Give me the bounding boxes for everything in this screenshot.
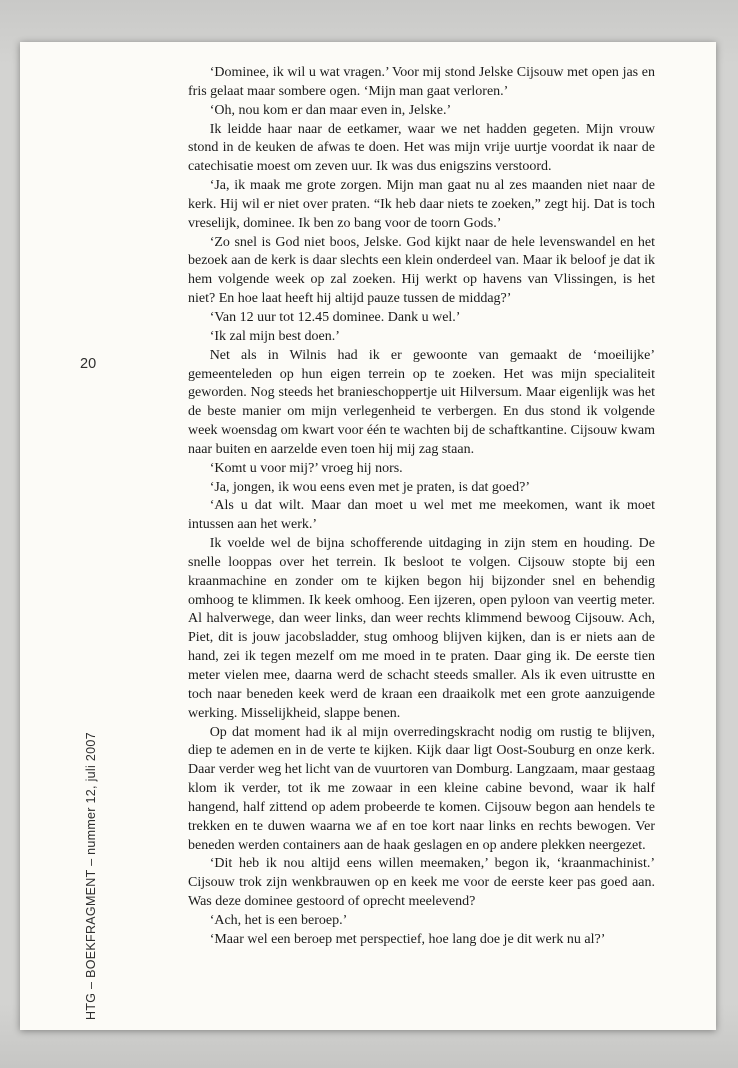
paragraph: Op dat moment had ik al mijn overredingskracht nodig om rustig te blijven, diep te ademen en in de verte te kijken. Kijk daar ligt Oost-Souburg en onze kerk. Daar verder weg het licht van de vuurtoren van Domburg. Langzaam, maar gestaag klom ik verder, tot ik me zowaar in een kleine cabine bevond, waar ik half hangend, half zittend op adem probeerde te komen. Cijsouw begon aan hendels te trekken en te duwen waarna we af en toe kort naar links en rechts bewogen. Ver beneden werden containers aan de haak geslagen en op andere plekken neergezet.: [188, 724, 655, 853]
paragraph: ‘Ik zal mijn best doen.’: [209, 328, 340, 344]
paragraph: ‘Dominee, ik wil u wat vragen.’ Voor mij stond Jelske Cijsouw met open jas en fris gelaat maar sombere ogen. ‘Mijn man gaat verloren.’: [188, 65, 655, 99]
paragraph: Ik voelde wel de bijna schofferende uitdaging in zijn stem en houding. De snelle looppas over het terrein. Ik besloot te volgen. Cijsouw stopte bij een kraanmachine en zonder om te kijken begon hij bijzonder snel en behendig omhoog te klimmen. Ik keek omhoog. Een ijzeren, open pyloon van veertig meter. Al halverwege, dan weer links, dan weer rechts klimmend bewoog Cijsouw. Ach, Piet, dit is jouw jacobsladder, stug omhoog blijven kijken, dan is er niets aan de hand, zei ik tegen mezelf om me moed in te praten. Daar ging ik. De eerste tien meter vielen mee, daarna werd de schacht steeds smaller. Als ik even uitrustte en toch naar beneden keek werd de kraan een draaikolk met een grote aanzuigende werking. Misselijkheid, slappe benen.: [188, 536, 655, 721]
page-number: 20: [80, 356, 97, 372]
paragraph: ‘Komt u voor mij?’ vroeg hij nors.: [209, 460, 403, 476]
paragraph: ‘Zo snel is God niet boos, Jelske. God kijkt naar de hele levenswandel en het bezoek aan de kerk is daar slechts een klein onderdeel van. Maar ik beloof je dat ik hem volgende week op zal zoeken. Hij werkt op havens van Vlissingen, is het niet? En hoe laat heeft hij altijd pauze tussen de middag?’: [188, 234, 655, 307]
paragraph: ‘Maar wel een beroep met perspectief, hoe lang doe je dit werk nu al?’: [209, 931, 606, 947]
paragraph: ‘Ach, het is een beroep.’: [209, 912, 348, 928]
paragraph: ‘Ja, jongen, ik wou eens even met je praten, is dat goed?’: [209, 479, 531, 495]
paragraph: ‘Van 12 uur tot 12.45 dominee. Dank u wel.’: [209, 309, 461, 325]
paragraph: ‘Dit heb ik nou altijd eens willen meemaken,’ begon ik, ‘kraanmachinist.’ Cijsouw trok zijn wenkbrauwen op en keek me voor de eerste keer pas goed aan. Was deze dominee gestoord of oprecht meelevend?: [188, 856, 655, 910]
paragraph: ‘Ja, ik maak me grote zorgen. Mijn man gaat nu al zes maanden niet naar de kerk. Hij wil er niet over praten. “Ik heb daar niets te zoeken,” zegt hij. Dat is toch vreselijk, dominee. Ik ben zo bang voor de toorn Gods.’: [188, 178, 655, 231]
paragraph: ‘Als u dat wilt. Maar dan moet u wel met me meekomen, want ik moet intussen aan het werk.’: [188, 498, 655, 533]
paragraph: ‘Oh, nou kom er dan maar even in, Jelske.’: [209, 102, 452, 118]
journal-footer-vertical: HTG – BOEKFRAGMENT – nummer 12, juli 2007: [84, 732, 98, 1020]
body-text: [188, 64, 655, 950]
paragraph: Net als in Wilnis had ik er gewoonte van gemaakt de ‘moeilijke’ gemeenteleden op hun eigen terrein op te zoeken. Het was mijn specialiteit geworden. Nog steeds het branieschoppertje uit Hilversum. Maar eigenlijk was het de beste manier om mijn verlegenheid te verbergen. En dus stond ik volgende week woensdag om kwart voor één te wachten bij de schaftkantine. Cijsouw kwam naar buiten en aarzelde even toen hij mij zag staan.: [188, 347, 655, 457]
paragraph: Ik leidde haar naar de eetkamer, waar we net hadden gegeten. Mijn vrouw stond in de keuken de afwas te doen. Het was mijn vrije uurtje voordat ik naar de catechisatie moest om zeven uur. Ik was dus enigszins verstoord.: [188, 121, 655, 175]
book-page: [20, 42, 716, 1030]
